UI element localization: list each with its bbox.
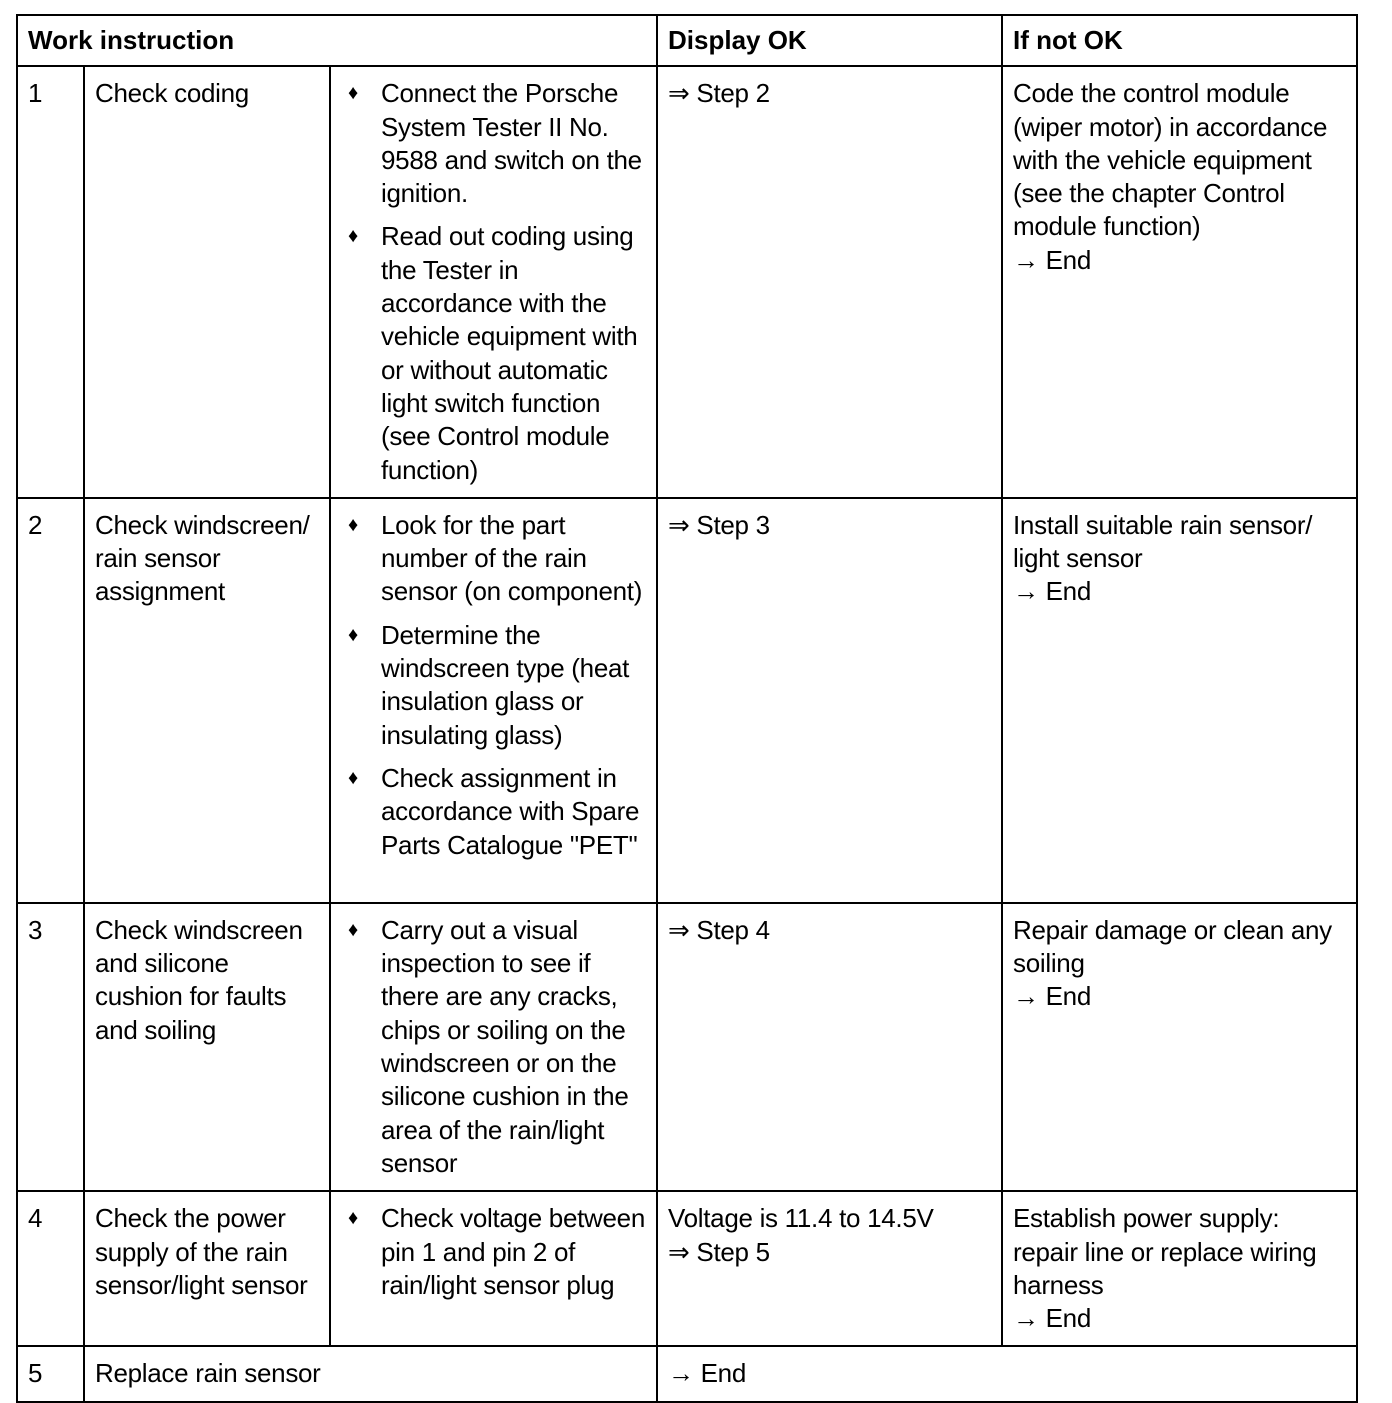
action-item: ♦ Connect the Porsche System Tester II No. 9588 and switch on the ignition.: [343, 77, 648, 210]
end-link: → End: [1013, 1303, 1091, 1334]
work-instruction-table-wrapper: [16, 14, 1356, 1403]
step-number: 3: [17, 903, 84, 1191]
if-not-ok-text: Repair damage or clean any soiling: [1013, 914, 1332, 979]
step-actions: [330, 66, 657, 498]
header-row: [17, 15, 1357, 66]
step-actions: [330, 1191, 657, 1346]
if-not-ok-text: Install suitable rain sensor/ light sensor: [1013, 509, 1313, 574]
display-ok-cell: [657, 1191, 1002, 1346]
if-not-ok-text: Code the control module (wiper motor) in accordance with the vehicle equipment (see the chapter Control module function): [1013, 78, 1328, 242]
diamond-bullet-icon: ♦: [348, 1207, 358, 1230]
voltage-range-text: Voltage is 11.4 to 14.5V: [668, 1203, 934, 1234]
table-row: [17, 1191, 1357, 1346]
table-row: [17, 903, 1357, 1191]
display-ok-cell: [657, 903, 1002, 1191]
action-item: ♦ Carry out a visual inspection to see if there are any cracks, chips or soiling on the windscreen or on the silicone cushion in the area of the rain/light sensor: [343, 914, 648, 1180]
table-row: [17, 1346, 1357, 1401]
work-instruction-table: [16, 14, 1358, 1403]
if-not-ok-text: Establish power supply: repair line or replace wiring harness: [1013, 1203, 1317, 1300]
diamond-bullet-icon: ♦: [348, 82, 358, 105]
step-actions: [330, 903, 657, 1191]
step-number: 1: [17, 66, 84, 498]
end-link: → End: [1013, 244, 1091, 275]
if-not-ok-cell: [1002, 903, 1357, 1191]
if-not-ok-cell: [1002, 1191, 1357, 1346]
display-ok-text: ⇒ Step 2: [668, 78, 770, 109]
action-item: ♦ Check assignment in accordance with Spare Parts Catalogue "PET": [343, 762, 648, 862]
display-ok-text: → End: [668, 1358, 746, 1389]
action-item: ♦ Determine the windscreen type (heat insulation glass or insulating glass): [343, 619, 648, 752]
step-number: 4: [17, 1191, 84, 1346]
diamond-bullet-icon: ♦: [348, 225, 358, 248]
diamond-bullet-icon: ♦: [348, 623, 358, 646]
end-link: → End: [1013, 981, 1091, 1012]
header-display-ok: Display OK: [657, 15, 1002, 66]
action-item: ♦ Look for the part number of the rain sensor (on component): [343, 509, 648, 609]
display-ok-cell: [657, 1346, 1357, 1401]
display-ok-cell: [657, 498, 1002, 903]
display-ok-cell: [657, 66, 1002, 498]
step-title: Check windscreen/ rain sensor assignment: [84, 498, 330, 903]
step-title: Replace rain sensor: [84, 1346, 657, 1401]
action-item: ♦ Check voltage between pin 1 and pin 2 of rain/light sensor plug: [343, 1202, 648, 1302]
if-not-ok-cell: [1002, 66, 1357, 498]
diamond-bullet-icon: ♦: [348, 918, 358, 941]
action-item: ♦ Read out coding using the Tester in accordance with the vehicle equipment with or without automatic light switch function (see Control module function): [343, 220, 648, 486]
header-if-not-ok: If not OK: [1002, 15, 1357, 66]
step-number: 2: [17, 498, 84, 903]
if-not-ok-cell: [1002, 498, 1357, 903]
header-work-instruction: Work instruction: [17, 15, 657, 66]
display-ok-text: ⇒ Step 3: [668, 509, 770, 540]
table-row: [17, 498, 1357, 903]
step-actions: [330, 498, 657, 903]
step-title: Check coding: [84, 66, 330, 498]
end-link: → End: [1013, 576, 1091, 607]
diamond-bullet-icon: ♦: [348, 513, 358, 536]
step-number: 5: [17, 1346, 84, 1401]
table-row: [17, 66, 1357, 498]
diamond-bullet-icon: ♦: [348, 766, 358, 789]
display-ok-text: ⇒ Step 5: [668, 1236, 770, 1267]
display-ok-text: ⇒ Step 4: [668, 914, 770, 945]
step-title: Check windscreen and silicone cushion for faults and soiling: [84, 903, 330, 1191]
step-title: Check the power supply of the rain sensor/light sensor: [84, 1191, 330, 1346]
